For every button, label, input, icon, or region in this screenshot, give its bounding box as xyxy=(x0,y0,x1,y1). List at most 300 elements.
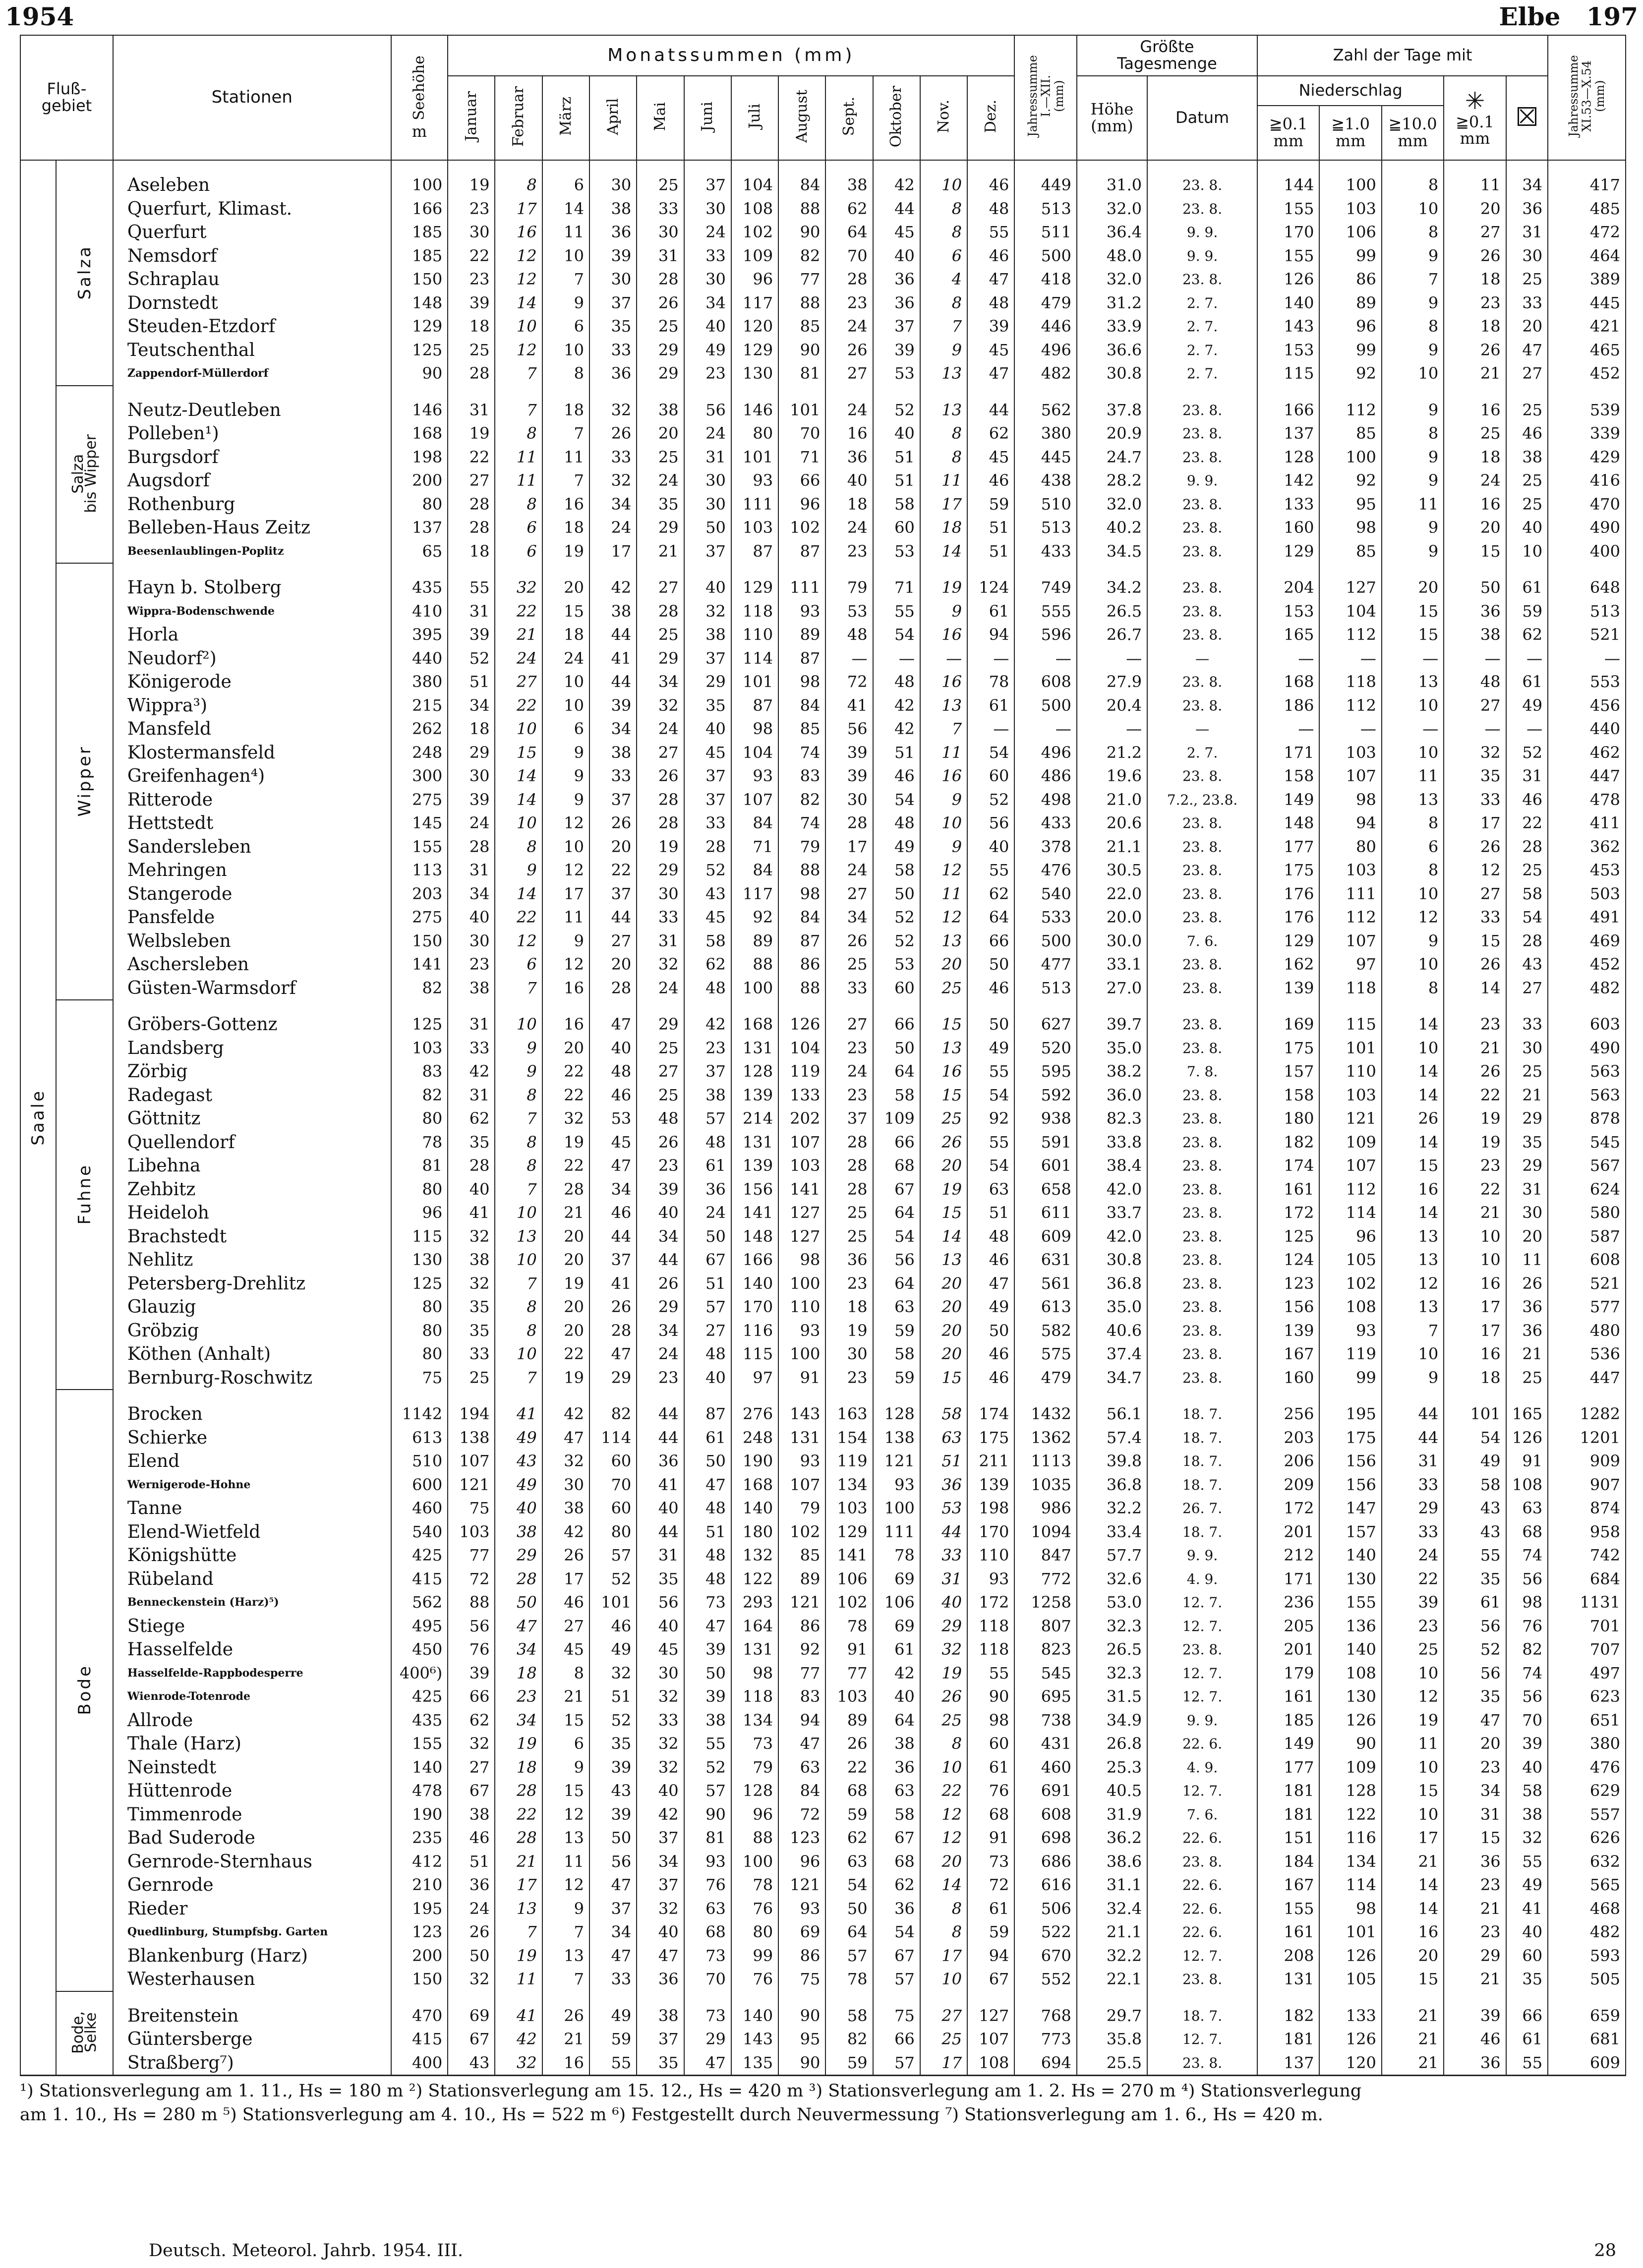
table-cell: 165 xyxy=(1257,623,1319,647)
table-cell: 30.8 xyxy=(1077,1248,1147,1272)
subarea-label: Bode xyxy=(56,1390,113,1991)
table-cell: 126 xyxy=(778,1013,825,1037)
table-cell: 44 xyxy=(637,1402,684,1426)
table-cell: 99 xyxy=(1319,1366,1381,1390)
table-cell: 79 xyxy=(778,1497,825,1520)
table-cell: 140 xyxy=(731,1272,778,1296)
table-cell: 93 xyxy=(967,1568,1014,1591)
table-cell: 100 xyxy=(731,977,778,1000)
col-february: Februar xyxy=(495,76,542,160)
table-cell: 14 xyxy=(542,197,589,221)
table-cell: 26 xyxy=(825,339,873,362)
table-cell: 23. 8. xyxy=(1147,882,1257,906)
table-cell: 83 xyxy=(778,1685,825,1709)
table-cell: 60 xyxy=(589,1450,637,1473)
table-cell: 20 xyxy=(542,576,589,600)
table-cell: — xyxy=(1382,717,1444,741)
table-cell: 100 xyxy=(1319,174,1381,197)
station-name: Hasselfelde-Rappbodesperre xyxy=(113,1662,391,1686)
table-cell: 13 xyxy=(1382,788,1444,812)
col-snow: ✳ ≧0.1 mm xyxy=(1444,76,1506,160)
table-cell: 97 xyxy=(731,1366,778,1390)
table-cell: 38 xyxy=(448,977,495,1000)
table-cell: 40 xyxy=(589,1037,637,1060)
table-cell: 170 xyxy=(967,1520,1014,1544)
table-cell: 48 xyxy=(684,977,731,1000)
table-cell: 64 xyxy=(825,221,873,244)
station-name: Wernigerode-Hohne xyxy=(113,1473,391,1497)
table-cell: 12 xyxy=(495,244,542,268)
station-name: Schierke xyxy=(113,1426,391,1450)
table-cell: 23. 8. xyxy=(1147,1013,1257,1037)
table-cell: 497 xyxy=(1548,1662,1626,1686)
table-cell: 28 xyxy=(448,493,495,517)
table-row xyxy=(20,1402,1626,1426)
table-cell: 30 xyxy=(1506,244,1548,268)
table-cell: 38 xyxy=(684,1709,731,1733)
table-cell: 14 xyxy=(1382,1084,1444,1107)
table-cell: 40 xyxy=(1506,1920,1548,1944)
table-cell: 22. 6. xyxy=(1147,1732,1257,1756)
table-cell: 140 xyxy=(1257,291,1319,315)
table-cell: 148 xyxy=(391,291,448,315)
table-cell: 23 xyxy=(1444,1873,1506,1897)
table-cell: 8 xyxy=(1382,221,1444,244)
table-cell: 46 xyxy=(873,764,920,788)
station-name: Göttnitz xyxy=(113,1107,391,1131)
table-cell: 10 xyxy=(495,315,542,339)
table-cell: 36 xyxy=(920,1473,967,1497)
table-cell: 46 xyxy=(1506,422,1548,446)
table-cell: 18 xyxy=(825,1295,873,1319)
table-cell: 118 xyxy=(967,1615,1014,1638)
table-cell: 82 xyxy=(1506,1638,1548,1662)
table-cell: 56 xyxy=(1444,1662,1506,1686)
table-cell: 510 xyxy=(391,1450,448,1473)
table-cell: 74 xyxy=(1506,1544,1548,1568)
table-body xyxy=(20,160,1626,2076)
table-cell: 11 xyxy=(542,446,589,469)
table-cell: 96 xyxy=(778,493,825,517)
table-cell: 7 xyxy=(1382,1319,1444,1343)
table-cell: 61 xyxy=(1444,1591,1506,1615)
table-cell: 129 xyxy=(731,339,778,362)
table-cell: 72 xyxy=(778,1803,825,1827)
table-cell: 130 xyxy=(731,362,778,386)
table-cell: 43 xyxy=(684,882,731,906)
table-cell: 39.8 xyxy=(1077,1450,1147,1473)
table-cell: 12 xyxy=(495,339,542,362)
table-cell: 14 xyxy=(1382,1201,1444,1225)
table-cell: 172 xyxy=(967,1591,1014,1615)
table-cell: 440 xyxy=(1548,717,1626,741)
table-cell: 465 xyxy=(1548,339,1626,362)
table-cell: 181 xyxy=(1257,1803,1319,1827)
table-cell: 172 xyxy=(1257,1201,1319,1225)
table-cell: 32.0 xyxy=(1077,493,1147,517)
table-cell: 26. 7. xyxy=(1147,1497,1257,1520)
table-cell: 10 xyxy=(495,1248,542,1272)
table-cell: 25 xyxy=(637,623,684,647)
table-cell: 2. 7. xyxy=(1147,339,1257,362)
table-cell: 72 xyxy=(967,1873,1014,1897)
table-row xyxy=(20,1426,1626,1450)
table-cell: 8 xyxy=(495,174,542,197)
table-cell: 84 xyxy=(731,812,778,835)
header-year: 1954 xyxy=(5,2,74,31)
table-cell: 18 xyxy=(920,516,967,540)
table-cell: 69 xyxy=(778,1920,825,1944)
table-cell: 11 xyxy=(1506,1248,1548,1272)
table-cell: 28 xyxy=(589,1319,637,1343)
table-cell: 125 xyxy=(391,339,448,362)
col-april: April xyxy=(589,76,637,160)
table-cell: — xyxy=(967,647,1014,671)
table-cell: 20 xyxy=(1444,1732,1506,1756)
table-cell: 694 xyxy=(1014,2051,1076,2076)
table-row xyxy=(20,399,1626,422)
table-cell: 26 xyxy=(1506,1272,1548,1296)
table-row xyxy=(20,1497,1626,1520)
table-cell: 121 xyxy=(873,1450,920,1473)
table-cell: 31 xyxy=(448,399,495,422)
table-cell: 27 xyxy=(448,469,495,493)
table-cell: 616 xyxy=(1014,1873,1076,1897)
table-row xyxy=(20,1037,1626,1060)
table-cell: 134 xyxy=(1319,1850,1381,1874)
table-row xyxy=(20,1826,1626,1850)
table-cell: 27 xyxy=(1444,221,1506,244)
table-cell: 164 xyxy=(731,1615,778,1638)
table-cell: 126 xyxy=(1257,268,1319,291)
station-name: Brachstedt xyxy=(113,1225,391,1249)
table-cell: 36.2 xyxy=(1077,1826,1147,1850)
table-cell: 42.0 xyxy=(1077,1178,1147,1202)
table-cell: 138 xyxy=(873,1426,920,1450)
table-cell: 135 xyxy=(731,2051,778,2076)
table-cell: 43 xyxy=(448,2051,495,2076)
table-cell: 450 xyxy=(391,1638,448,1662)
table-cell: 45 xyxy=(589,1131,637,1155)
table-cell: 42 xyxy=(542,1402,589,1426)
table-cell: 15 xyxy=(1382,1154,1444,1178)
table-cell: 34 xyxy=(637,670,684,694)
table-cell: 26 xyxy=(448,1920,495,1944)
table-cell: 139 xyxy=(1257,977,1319,1000)
table-cell: 143 xyxy=(1257,315,1319,339)
table-cell: 32 xyxy=(637,694,684,718)
table-cell: 101 xyxy=(1444,1402,1506,1426)
table-cell: 55 xyxy=(873,600,920,624)
table-cell: 40 xyxy=(873,422,920,446)
table-cell: 101 xyxy=(731,670,778,694)
table-cell: 29.7 xyxy=(1077,2004,1147,2028)
table-cell: 35 xyxy=(448,1131,495,1155)
table-cell: 40 xyxy=(637,1201,684,1225)
table-cell: 78 xyxy=(731,1873,778,1897)
table-cell: 100 xyxy=(778,1272,825,1296)
table-cell: 58 xyxy=(873,1342,920,1366)
table-cell: 38 xyxy=(1506,446,1548,469)
table-cell: 23. 8. xyxy=(1147,600,1257,624)
table-cell: 31.2 xyxy=(1077,291,1147,315)
table-cell: 55 xyxy=(589,2051,637,2076)
table-cell: 19 xyxy=(542,540,589,564)
table-cell: 67 xyxy=(448,2028,495,2051)
table-cell: 26 xyxy=(920,1685,967,1709)
table-cell: 100 xyxy=(873,1497,920,1520)
table-cell: 63 xyxy=(1506,1497,1548,1520)
table-cell: 37 xyxy=(589,1897,637,1921)
table-cell: 23 xyxy=(825,1037,873,1060)
table-cell: 35.0 xyxy=(1077,1295,1147,1319)
table-cell: 30 xyxy=(542,1473,589,1497)
table-cell: 46 xyxy=(542,1591,589,1615)
table-cell: 20 xyxy=(1506,1225,1548,1249)
table-cell: 22 xyxy=(1444,1084,1506,1107)
table-cell: 10 xyxy=(495,1013,542,1037)
table-cell: 59 xyxy=(967,1920,1014,1944)
table-cell: 105 xyxy=(1319,1968,1381,1991)
table-cell: 76 xyxy=(731,1897,778,1921)
table-cell: 15 xyxy=(542,1709,589,1733)
table-cell: 126 xyxy=(1319,1709,1381,1733)
table-row xyxy=(20,1295,1626,1319)
table-cell: 40 xyxy=(1506,1756,1548,1780)
table-cell: 30 xyxy=(825,788,873,812)
table-cell: 106 xyxy=(825,1568,873,1591)
table-row xyxy=(20,1520,1626,1544)
table-cell: 16 xyxy=(920,1060,967,1084)
station-name: Polleben¹) xyxy=(113,422,391,446)
table-cell: 87 xyxy=(778,647,825,671)
table-cell: 43 xyxy=(589,1779,637,1803)
table-cell: 36 xyxy=(1444,1850,1506,1874)
table-cell: 478 xyxy=(391,1779,448,1803)
table-cell: 22 xyxy=(920,1779,967,1803)
table-cell: 50 xyxy=(967,953,1014,977)
table-cell: 26 xyxy=(1444,244,1506,268)
table-cell: 35 xyxy=(637,1568,684,1591)
table-cell: 577 xyxy=(1548,1295,1626,1319)
table-cell: 27 xyxy=(1506,977,1548,1000)
table-cell: 46 xyxy=(967,977,1014,1000)
table-cell: 48 xyxy=(684,1544,731,1568)
table-row xyxy=(20,540,1626,564)
table-cell: 33 xyxy=(825,977,873,1000)
table-cell: 86 xyxy=(1319,268,1381,291)
table-cell: 121 xyxy=(448,1473,495,1497)
table-cell: 64 xyxy=(967,906,1014,930)
table-cell: 45 xyxy=(637,1638,684,1662)
table-cell: 13 xyxy=(1382,1248,1444,1272)
table-cell: 4. 9. xyxy=(1147,1568,1257,1591)
table-cell: 46 xyxy=(589,1201,637,1225)
table-cell: 110 xyxy=(731,623,778,647)
table-row xyxy=(20,1850,1626,1874)
table-cell: 43 xyxy=(495,1450,542,1473)
table-cell: 82 xyxy=(778,244,825,268)
table-cell: 84 xyxy=(778,1779,825,1803)
table-cell: 59 xyxy=(825,2051,873,2076)
table-cell: 425 xyxy=(391,1544,448,1568)
table-cell: 17 xyxy=(542,882,589,906)
table-cell: 62 xyxy=(684,953,731,977)
table-cell: 48 xyxy=(1444,670,1506,694)
table-cell: 85 xyxy=(778,1544,825,1568)
table-cell: 21 xyxy=(1382,2028,1444,2051)
table-cell: 80 xyxy=(391,493,448,517)
table-cell: 78 xyxy=(825,1615,873,1638)
table-cell: 58 xyxy=(1506,1779,1548,1803)
table-cell: 26.5 xyxy=(1077,600,1147,624)
table-cell: 94 xyxy=(778,1709,825,1733)
table-cell: 12. 7. xyxy=(1147,2028,1257,2051)
table-cell: 123 xyxy=(778,1826,825,1850)
table-cell: 575 xyxy=(1014,1342,1076,1366)
table-row xyxy=(20,469,1626,493)
table-cell: 40.2 xyxy=(1077,516,1147,540)
table-cell: 25 xyxy=(1506,399,1548,422)
table-cell: 496 xyxy=(1014,741,1076,765)
table-cell: 23 xyxy=(495,1685,542,1709)
table-cell: 24.7 xyxy=(1077,446,1147,469)
table-cell: 105 xyxy=(1319,1248,1381,1272)
table-cell: 28 xyxy=(1506,930,1548,953)
table-cell: 10 xyxy=(1444,1225,1506,1249)
table-cell: 62 xyxy=(825,197,873,221)
table-cell: 491 xyxy=(1548,906,1626,930)
table-cell: 100 xyxy=(1319,446,1381,469)
table-cell: 30 xyxy=(589,268,637,291)
table-cell: 155 xyxy=(1257,197,1319,221)
table-cell: 83 xyxy=(391,1060,448,1084)
table-cell: 9. 9. xyxy=(1147,469,1257,493)
table-cell: 79 xyxy=(731,1756,778,1780)
table-cell: 8 xyxy=(1382,422,1444,446)
table-cell: 33 xyxy=(1506,291,1548,315)
station-name: Sandersleben xyxy=(113,835,391,859)
table-cell: 9 xyxy=(542,741,589,765)
table-cell: 8 xyxy=(495,493,542,517)
table-cell: — xyxy=(1319,717,1381,741)
table-cell: 107 xyxy=(1319,1154,1381,1178)
table-cell: 400 xyxy=(391,2051,448,2076)
table-cell: 12 xyxy=(920,906,967,930)
table-cell: 67 xyxy=(448,1779,495,1803)
table-cell: 39 xyxy=(448,788,495,812)
table-cell: 40 xyxy=(684,315,731,339)
table-cell: 33 xyxy=(1382,1473,1444,1497)
table-row xyxy=(20,788,1626,812)
table-cell: 45 xyxy=(873,221,920,244)
table-cell: 14 xyxy=(1382,1060,1444,1084)
table-cell: 23. 8. xyxy=(1147,1131,1257,1155)
table-cell: 51 xyxy=(873,469,920,493)
table-cell: 127 xyxy=(778,1201,825,1225)
table-cell: 38 xyxy=(542,1497,589,1520)
table-cell: 15 xyxy=(542,600,589,624)
table-cell: 7. 8. xyxy=(1147,1060,1257,1084)
table-cell: 49 xyxy=(1506,1873,1548,1897)
table-cell: 32 xyxy=(637,1685,684,1709)
table-cell: 91 xyxy=(825,1638,873,1662)
table-cell: 20.6 xyxy=(1077,812,1147,835)
table-cell: 33 xyxy=(589,764,637,788)
table-cell: 27.9 xyxy=(1077,670,1147,694)
table-cell: 23. 8. xyxy=(1147,906,1257,930)
table-cell: 23 xyxy=(1382,1615,1444,1638)
table-cell: 82 xyxy=(589,1402,637,1426)
table-cell: 41 xyxy=(825,694,873,718)
table-cell: 8 xyxy=(495,1295,542,1319)
table-cell: 37.4 xyxy=(1077,1342,1147,1366)
table-cell: 23. 8. xyxy=(1147,399,1257,422)
table-cell: 209 xyxy=(1257,1473,1319,1497)
table-cell: 41 xyxy=(495,1402,542,1426)
table-cell: 62 xyxy=(448,1709,495,1733)
table-cell: 67 xyxy=(684,1248,731,1272)
table-cell: 44 xyxy=(1382,1426,1444,1450)
table-cell: 486 xyxy=(1014,764,1076,788)
table-cell: 98 xyxy=(778,1248,825,1272)
table-cell: 153 xyxy=(1257,339,1319,362)
station-name: Rothenburg xyxy=(113,493,391,517)
table-cell: 34 xyxy=(637,1225,684,1249)
table-cell: 34 xyxy=(589,717,637,741)
table-cell: 8 xyxy=(920,291,967,315)
table-cell: 29 xyxy=(1506,1107,1548,1131)
table-cell: 9 xyxy=(542,1756,589,1780)
table-cell: 33 xyxy=(589,1968,637,1991)
table-cell: 35.8 xyxy=(1077,2028,1147,2051)
table-cell: 56 xyxy=(873,1248,920,1272)
table-cell: 520 xyxy=(1014,1037,1076,1060)
table-cell: 16 xyxy=(1444,1342,1506,1366)
table-cell: 631 xyxy=(1014,1248,1076,1272)
table-cell: — xyxy=(1319,647,1381,671)
table-cell: 71 xyxy=(873,576,920,600)
table-cell: 174 xyxy=(1257,1154,1319,1178)
table-cell: 103 xyxy=(1319,859,1381,882)
table-cell: 47 xyxy=(684,1473,731,1497)
table-cell: 595 xyxy=(1014,1060,1076,1084)
table-cell: 27 xyxy=(825,1013,873,1037)
table-cell: 25.5 xyxy=(1077,2051,1147,2076)
table-cell: 438 xyxy=(1014,469,1076,493)
snowflake-icon: ✳ xyxy=(1465,87,1485,116)
table-cell: 540 xyxy=(1014,882,1076,906)
table-cell: 21 xyxy=(1444,1037,1506,1060)
table-cell: 611 xyxy=(1014,1201,1076,1225)
table-cell: 460 xyxy=(1014,1756,1076,1780)
table-cell: 26 xyxy=(542,1544,589,1568)
table-cell: 43 xyxy=(1506,953,1548,977)
table-cell: 52 xyxy=(1506,741,1548,765)
table-cell: 567 xyxy=(1548,1154,1626,1178)
table-cell: 9. 9. xyxy=(1147,244,1257,268)
table-cell: 61 xyxy=(684,1154,731,1178)
table-cell: 21 xyxy=(1444,1897,1506,1921)
table-cell: 52 xyxy=(873,930,920,953)
col-stations: Stationen xyxy=(113,35,391,160)
table-cell: 418 xyxy=(1014,268,1076,291)
table-cell: 36 xyxy=(873,1897,920,1921)
table-cell: 276 xyxy=(731,1402,778,1426)
table-row xyxy=(20,268,1626,291)
table-cell: 695 xyxy=(1014,1685,1076,1709)
table-cell: 10 xyxy=(1444,1248,1506,1272)
